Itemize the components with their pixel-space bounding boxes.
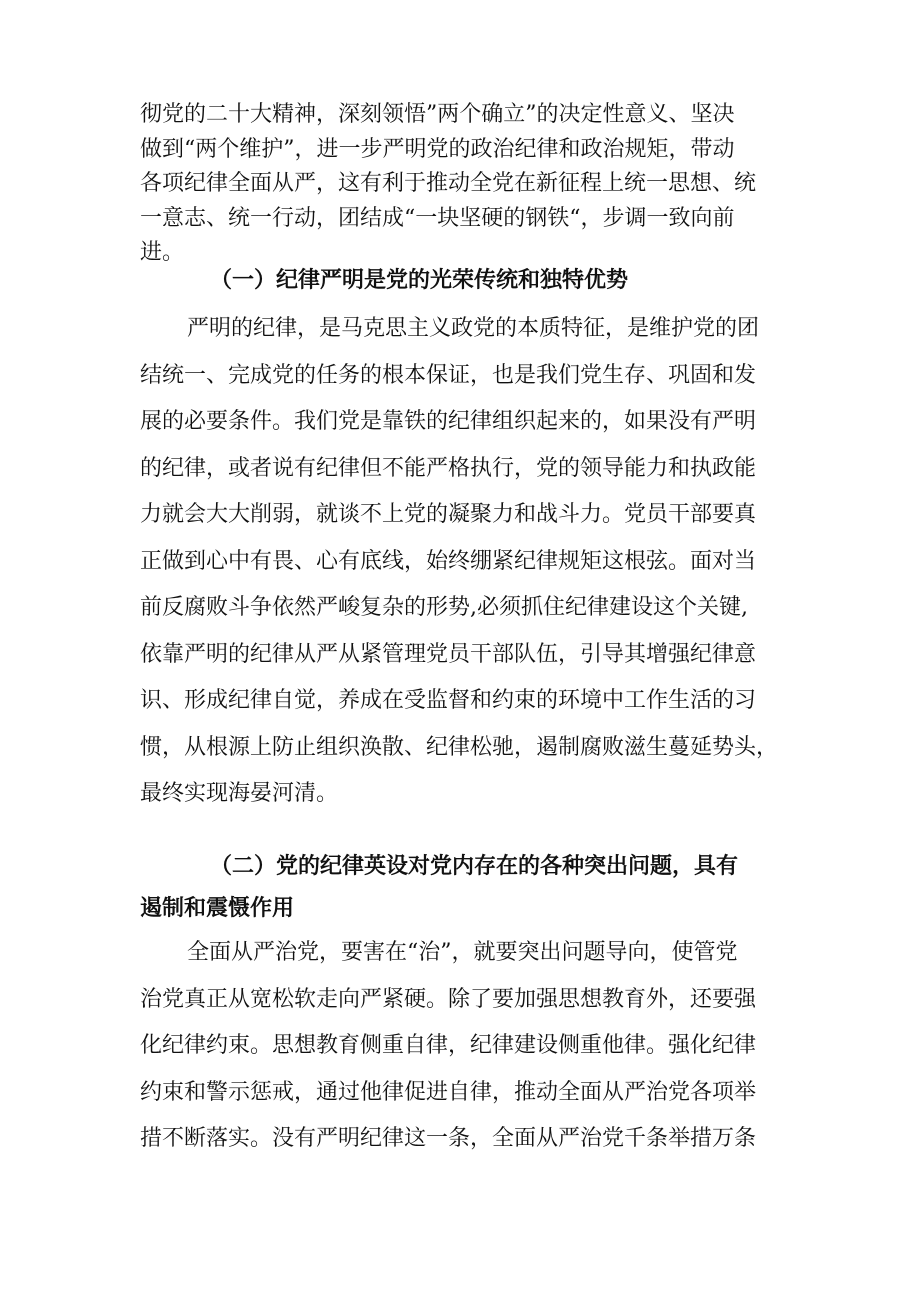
paragraph-line: 力就会大大削弱，就谈不上党的凝聚力和战斗力。党员干部要真 <box>140 502 757 527</box>
paragraph-line: 前反腐败斗争依然严峻复杂的形势,必须抓住纪律建设这个关键, <box>140 595 748 620</box>
section-heading: （一）纪律严明是党的光荣传统和独特优势 <box>210 267 629 293</box>
paragraph-line: 一意志、统一行动，团结成“一块坚硬的钢铁“，步调一致向前 <box>140 205 735 231</box>
intro-paragraph <box>140 98 785 271</box>
paragraph-line: 措不断落实。没有严明纪律这一条，全面从严治党千条举措万条 <box>140 1126 757 1151</box>
paragraph-line: 结统一、完成党的任务的根本保证，也是我们党生存、巩固和发 <box>140 362 757 388</box>
section-2-paragraph <box>140 930 785 1163</box>
paragraph-line: 正做到心中有畏、心有底线，始终绷紧纪律规矩这根弦。面对当 <box>140 548 757 574</box>
paragraph-line: 进。 <box>140 240 185 265</box>
paragraph-line: 约束和警示惩戒，通过他律促进自律，推动全面从严治党各项举 <box>140 1079 757 1105</box>
paragraph-line: 识、形成纪律自觉，养成在受监督和约束的环境中工作生活的习 <box>140 688 757 713</box>
paragraph-line: 惯，从根源上防止组织涣散、纪律松驰，遏制腐败滋生蔓延势头， <box>140 734 779 760</box>
section-2-heading <box>140 845 785 929</box>
paragraph-line: 展的必要条件。我们党是靠铁的纪律组织起来的，如果没有严明 <box>140 409 757 434</box>
paragraph-line: 的纪律，或者说有纪律但不能严格执行，党的领导能力和执政能 <box>140 455 757 481</box>
paragraph-line: 治党真正从宽松软走向严紧硬。除了要加强思想教育外，还要强 <box>140 986 757 1012</box>
section-1-heading <box>140 259 785 301</box>
paragraph-line: 全面从严治党，要害在“治”，就要突出问题导向，使管党 <box>187 940 738 965</box>
paragraph-line: 最终实现海晏河清。 <box>140 781 339 806</box>
paragraph-line: 彻党的二十大精神，深刻领悟”两个确立”的决定性意义、坚决 <box>140 102 735 127</box>
paragraph-line: 依靠严明的纪律从严从紧管理党员干部队伍，引导其增强纪律意 <box>140 641 757 667</box>
section-heading: （二）党的纪律英设对党内存在的各种突出问题，具有 <box>210 853 739 879</box>
section-1-paragraph <box>140 306 785 818</box>
paragraph-line: 严明的纪律，是马克思主义政党的本质特征，是维护党的团 <box>187 316 760 341</box>
paragraph-line: 各项纪律全面从严，这有利于推动全党在新征程上统一思想、统 <box>140 171 757 196</box>
paragraph-line: 做到“两个维护”，进一步严明党的政治纪律和政治规矩，带动 <box>140 136 735 162</box>
paragraph-line: 化纪律约束。思想教育侧重自律，纪律建设侧重他律。强化纪律 <box>140 1033 757 1058</box>
section-heading: 遏制和震慑作用 <box>140 895 295 921</box>
